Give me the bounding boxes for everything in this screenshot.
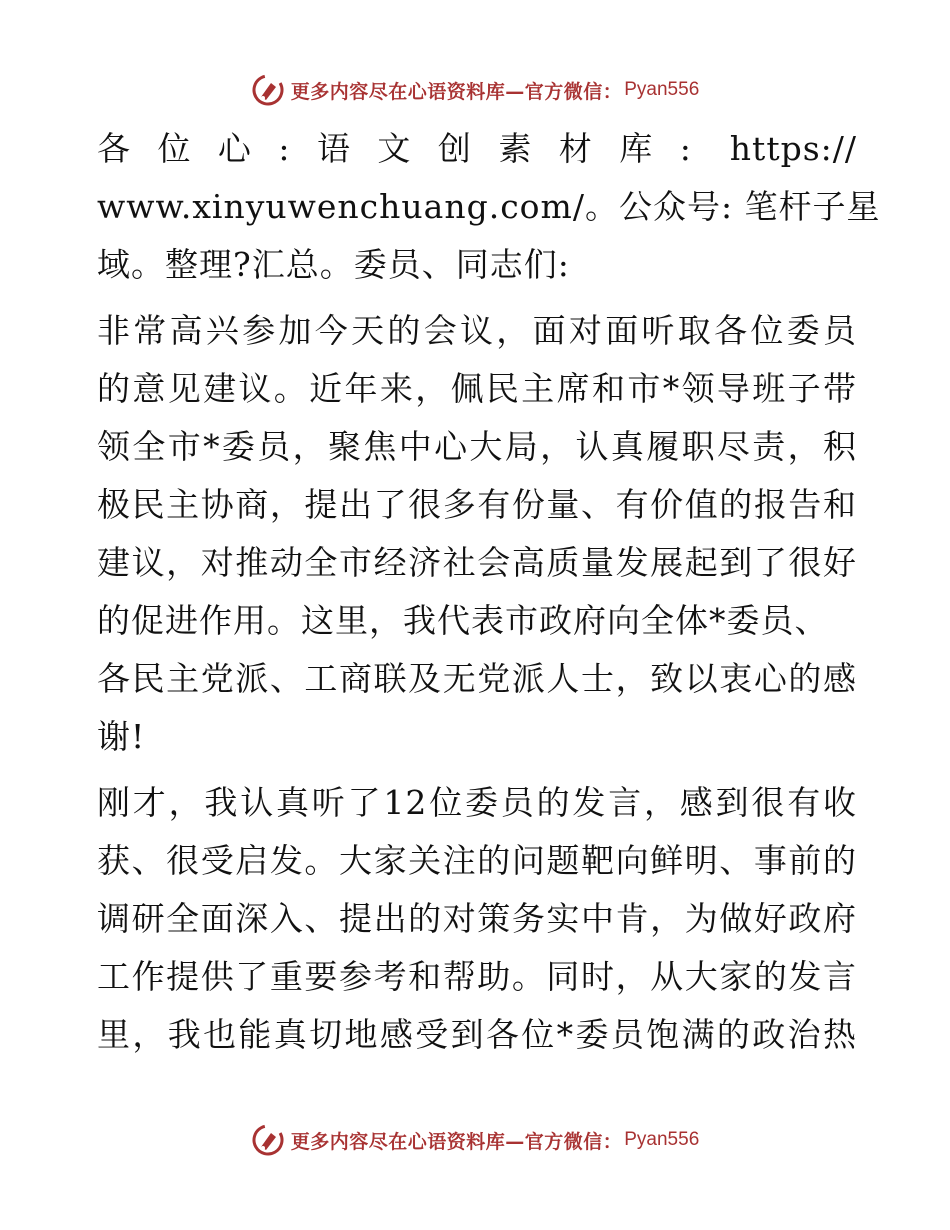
text-line: 各民主党派、工商联及无党派人士，致以衷心的感	[97, 659, 857, 698]
text-line: 调研全面深入、提出的对策务实中肯，为做好政府	[97, 899, 857, 938]
document-body	[97, 120, 881, 1072]
text-line: 各位心:语文创素材库: https://	[97, 129, 857, 168]
watermark-wechat-id: Pyan556	[624, 1129, 700, 1150]
text-line: www.xinyuwenchuang.com/。公众号: 笔杆子星	[97, 187, 881, 226]
pen-logo-icon	[251, 1123, 285, 1157]
paragraph-1	[97, 120, 881, 294]
header-watermark	[0, 70, 950, 110]
watermark-wechat-id: Pyan556	[624, 79, 700, 100]
text-line: 里，我也能真切地感受到各位*委员饱满的政治热	[97, 1015, 857, 1054]
paragraph-2	[97, 302, 857, 766]
text-line: 谢!	[97, 717, 146, 756]
text-line: 非常高兴参加今天的会议，面对面听取各位委员	[97, 311, 857, 350]
text-line: 的意见建议。近年来，佩民主席和市*领导班子带	[97, 369, 857, 408]
text-line: 极民主协商，提出了很多有份量、有价值的报告和	[97, 485, 857, 524]
watermark-text: 更多内容尽在心语资料库—官方微信：	[290, 1130, 623, 1153]
text-line: 域。整理?汇总。委员、同志们:	[97, 245, 570, 284]
text-line: 刚才，我认真听了12位委员的发言，感到很有收	[97, 783, 857, 822]
text-line: 建议，对推动全市经济社会高质量发展起到了很好	[97, 543, 857, 582]
text-line: 获、很受启发。大家关注的问题靶向鲜明、事前的	[97, 841, 857, 880]
watermark-text: 更多内容尽在心语资料库—官方微信：	[290, 80, 623, 103]
text-line: 领全市*委员，聚焦中心大局，认真履职尽责，积	[97, 427, 857, 466]
text-line: 的促进作用。这里，我代表市政府向全体*委员、	[97, 601, 829, 640]
text-line: 工作提供了重要参考和帮助。同时，从大家的发言	[97, 957, 857, 996]
paragraph-3	[97, 774, 857, 1064]
pen-logo-icon	[251, 73, 285, 107]
footer-watermark	[0, 1120, 950, 1160]
